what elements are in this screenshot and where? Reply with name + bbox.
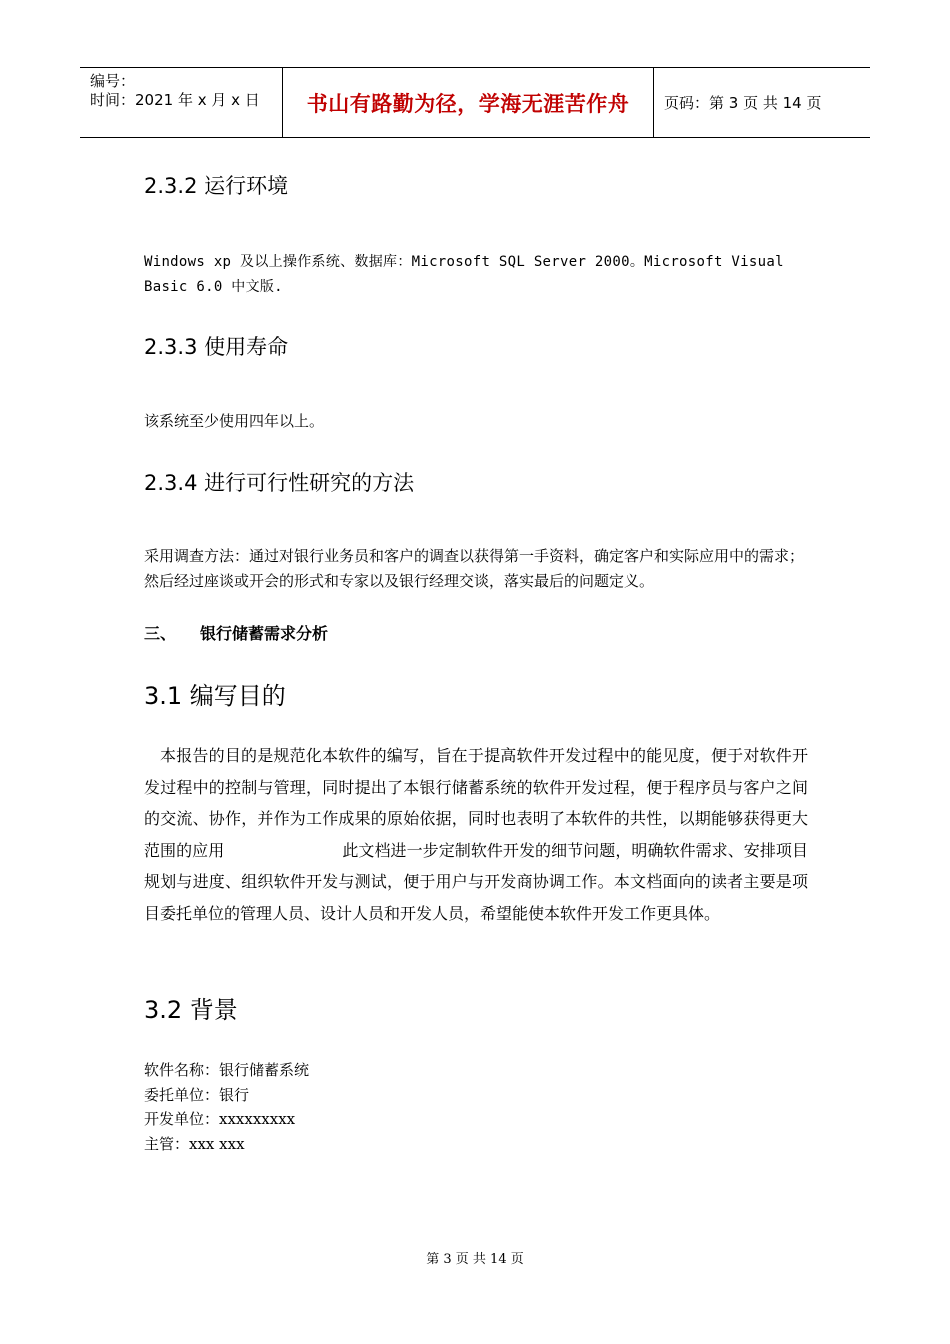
chapter-number: 三、	[144, 624, 177, 643]
document-date-label: 时间：2021 年 x 月 x 日	[90, 91, 260, 109]
feasibility-method-text: 采用调查方法：通过对银行业务员和客户的调查以获得第一手资料，确定客户和实际应用中的需求；然后经过座谈或开会的形式和专家以及银行经理交谈，落实最后的问题定义。	[144, 547, 805, 590]
purpose-text-part-2: 此文档进一步定制软件开发的细节问题，明确软件需求、安排项目规划与进度、组织软件开发与测试，便于用户与开发商协调工作。本文档面向的读者主要是项目委托单位的管理人员、设计人员和开发人员，希望能使本软件开发工作更具体。	[144, 840, 808, 923]
header-page-cell	[654, 68, 870, 137]
purpose-paragraph	[144, 740, 808, 929]
header-motto-cell	[282, 68, 654, 137]
supervisor-line: 主管：xxx xxx	[144, 1134, 245, 1153]
header-motto: 书山有路勤为径，学海无涯苦作舟	[306, 91, 630, 116]
chapter-title: 银行储蓄需求分析	[200, 624, 329, 643]
heading-service-life: 2.3.3 使用寿命	[144, 335, 289, 359]
software-name-line: 软件名称：银行储蓄系统	[144, 1061, 310, 1079]
developer-unit-line: 开发单位：xxxxxxxxx	[144, 1110, 296, 1128]
background-info	[144, 1058, 309, 1156]
purpose-text-part-1: 本报告的目的是规范化本软件的编写，旨在于提高软件开发过程中的能见度，便于对软件开发过程中的控制与管理，同时提出了本银行储蓄系统的软件开发过程，便于程序员与客户之间的交流、协作，并作为工作成果的原始依据，同时也表明了本软件的共性，以期能够获得更大范围的应用	[144, 746, 808, 860]
client-unit-line: 委托单位：银行	[144, 1085, 250, 1104]
heading-feasibility-method: 2.3.4 进行可行性研究的方法	[144, 471, 415, 495]
heading-background: 3.2 背景	[144, 996, 238, 1024]
document-number-label: 编号：	[90, 72, 136, 90]
header-page-number: 页码：第 3 页 共 14 页	[664, 94, 822, 112]
page-header	[80, 67, 870, 138]
page-footer: 第 3 页 共 14 页	[426, 1252, 524, 1267]
heading-runtime-environment: 2.3.2 运行环境	[144, 174, 289, 198]
chapter-three-title	[144, 621, 328, 644]
service-life-text: 该系统至少使用四年以上。	[144, 412, 325, 430]
heading-purpose: 3.1 编写目的	[144, 682, 286, 710]
header-left-cell	[80, 68, 282, 137]
runtime-environment-text: Windows xp 及以上操作系统、数据库：Microsoft SQL Server 2000。Microsoft Visual Basic 6.0 中文版.	[144, 254, 784, 295]
